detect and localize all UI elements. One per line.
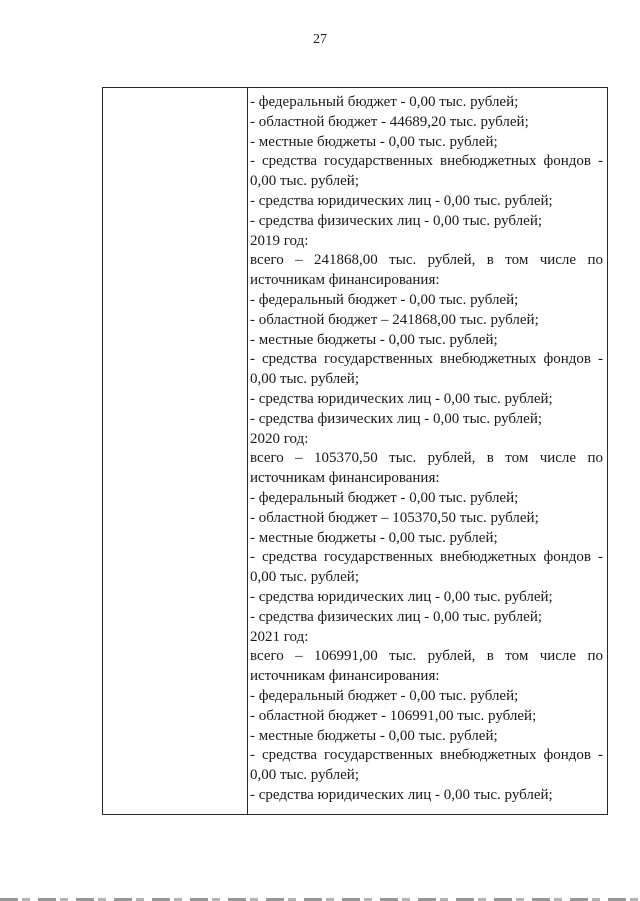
- text-line: - местные бюджеты - 0,00 тыс. рублей;: [250, 529, 498, 546]
- text-line: источникам финансирования:: [250, 470, 440, 487]
- text-line: источникам финансирования:: [250, 668, 440, 685]
- text-line: - средства государственных внебюджетных фондов -: [250, 351, 603, 368]
- table-left-cell: [103, 88, 248, 814]
- text-line: - средства физических лиц - 0,00 тыс. рублей;: [250, 212, 543, 229]
- text-line: 0,00 тыс. рублей;: [250, 173, 359, 190]
- text-line: - областной бюджет - 106991,00 тыс. рублей;: [250, 707, 537, 724]
- text-line: - федеральный бюджет - 0,00 тыс. рублей;: [250, 687, 519, 704]
- text-line: всего – 105370,50 тыс. рублей, в том числе по: [250, 450, 603, 467]
- text-line: - средства юридических лиц - 0,00 тыс. рублей;: [250, 786, 553, 803]
- text-line: - средства физических лиц - 0,00 тыс. рублей;: [250, 608, 543, 625]
- text-line: - областной бюджет – 105370,50 тыс. рублей;: [250, 509, 539, 526]
- text-line: - средства юридических лиц - 0,00 тыс. рублей;: [250, 390, 553, 407]
- text-line: - областной бюджет – 241868,00 тыс. рублей;: [250, 311, 539, 328]
- text-line: - местные бюджеты - 0,00 тыс. рублей;: [250, 331, 498, 348]
- text-line: всего – 106991,00 тыс. рублей, в том числе по: [250, 648, 603, 665]
- page-number: 27: [313, 32, 327, 47]
- text-line: источникам финансирования:: [250, 272, 440, 289]
- text-line: 2020 год:: [250, 430, 309, 447]
- table-right-cell: [248, 88, 607, 814]
- text-line: - федеральный бюджет - 0,00 тыс. рублей;: [250, 489, 519, 506]
- text-line: - средства юридических лиц - 0,00 тыс. рублей;: [250, 588, 553, 605]
- text-line: 0,00 тыс. рублей;: [250, 371, 359, 388]
- text-line: - местные бюджеты - 0,00 тыс. рублей;: [250, 727, 498, 744]
- text-line: 0,00 тыс. рублей;: [250, 569, 359, 586]
- text-line: - федеральный бюджет - 0,00 тыс. рублей;: [250, 94, 519, 110]
- text-line: - средства государственных внебюджетных фондов -: [250, 549, 603, 566]
- text-line: - федеральный бюджет - 0,00 тыс. рублей;: [250, 291, 519, 308]
- text-line: - средства юридических лиц - 0,00 тыс. рублей;: [250, 192, 553, 209]
- text-line: 0,00 тыс. рублей;: [250, 767, 359, 784]
- text-line: - средства физических лиц - 0,00 тыс. рублей;: [250, 410, 543, 427]
- text-line: - областной бюджет - 44689,20 тыс. рублей;: [250, 113, 529, 130]
- text-line: - средства государственных внебюджетных фондов -: [250, 747, 603, 764]
- text-line: 2021 год:: [250, 628, 309, 645]
- text-line: всего – 241868,00 тыс. рублей, в том числе по: [250, 252, 603, 269]
- text-line: - местные бюджеты - 0,00 тыс. рублей;: [250, 133, 498, 150]
- text-line: - средства государственных внебюджетных фондов -: [250, 153, 603, 170]
- text-line: 2019 год:: [250, 232, 309, 249]
- funding-table: [102, 87, 608, 815]
